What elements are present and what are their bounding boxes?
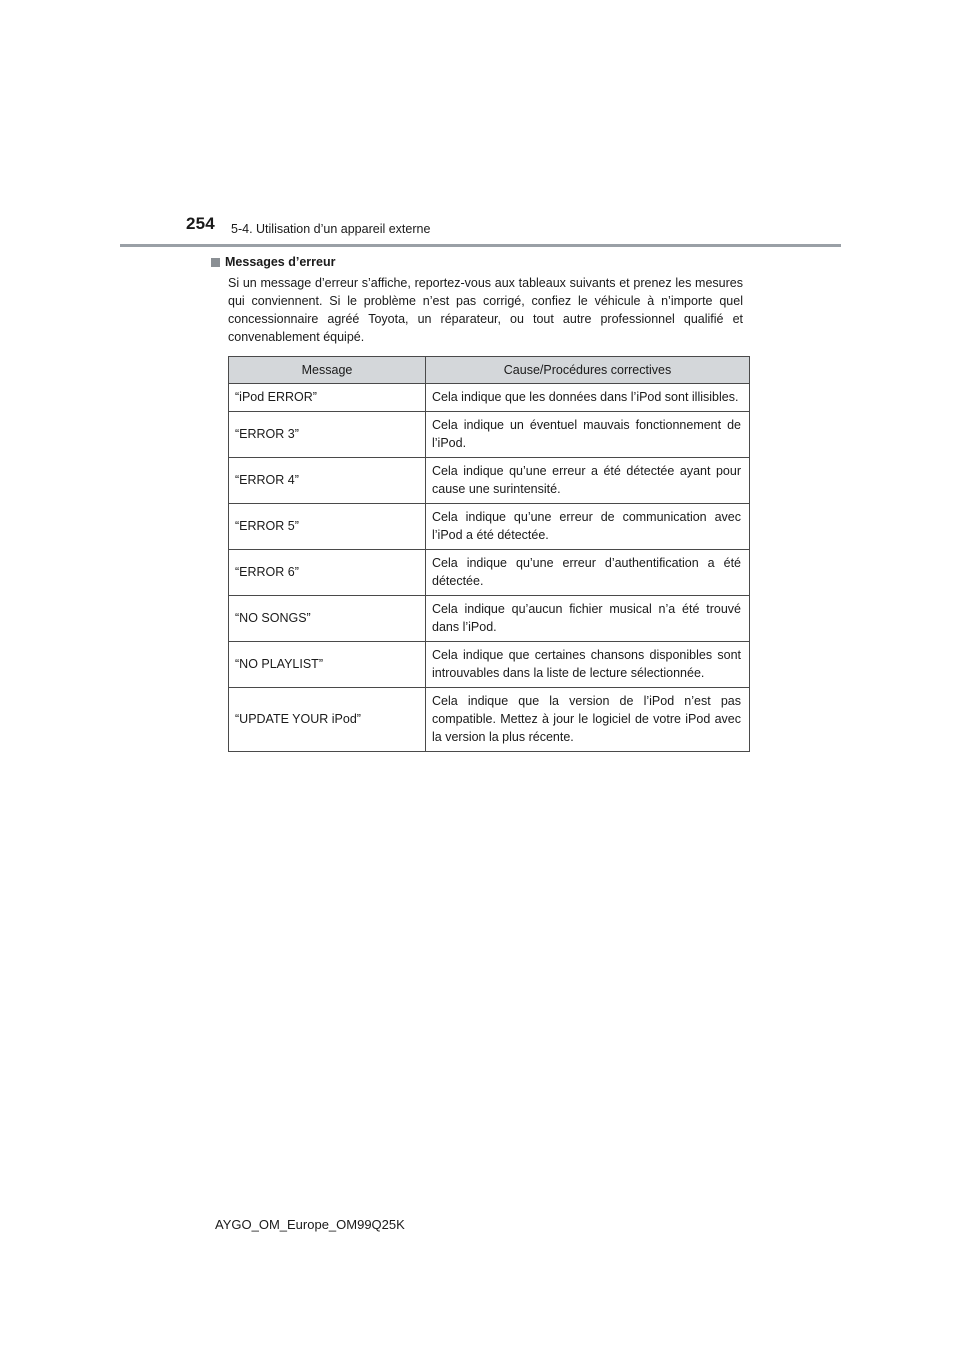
cause-cell: Cela indique qu’aucun fichier musical n’a été trouvé dans l’iPod. <box>426 596 750 642</box>
cause-cell: Cela indique que la version de l’iPod n’est pas compatible. Mettez à jour le logiciel de votre iPod avec la version la plus récente. <box>426 688 750 752</box>
message-cell: “UPDATE YOUR iPod” <box>229 688 426 752</box>
message-cell: “ERROR 3” <box>229 412 426 458</box>
table-row <box>229 412 750 458</box>
message-cell: “ERROR 4” <box>229 458 426 504</box>
message-cell: “ERROR 5” <box>229 504 426 550</box>
cause-cell: Cela indique qu’une erreur d’authentification a été détectée. <box>426 550 750 596</box>
section-heading <box>211 255 335 269</box>
table-header-row <box>229 357 750 384</box>
intro-paragraph: Si un message d’erreur s’affiche, reportez-vous aux tableaux suivants et prenez les mesures qui conviennent. Si le problème n’est pas corrigé, confiez le véhicule à n’importe quel concessionnaire agréé Toyota, un réparateur, ou tout autre professionnel qualifié et convenablement équipé. <box>228 276 743 344</box>
message-cell: “NO SONGS” <box>229 596 426 642</box>
square-bullet-icon <box>211 258 220 267</box>
message-cell: “NO PLAYLIST” <box>229 642 426 688</box>
column-header-message: Message <box>229 357 426 384</box>
table-row <box>229 642 750 688</box>
cause-cell: Cela indique que certaines chansons disponibles sont introuvables dans la liste de lecture sélectionnée. <box>426 642 750 688</box>
document-code: AYGO_OM_Europe_OM99Q25K <box>215 1217 405 1232</box>
column-header-cause: Cause/Procédures correctives <box>426 357 750 384</box>
section-title: 5-4. Utilisation d’un appareil externe <box>231 222 431 236</box>
table-row <box>229 384 750 412</box>
page-number: 254 <box>186 214 215 233</box>
table-row <box>229 596 750 642</box>
section-heading-text: Messages d’erreur <box>225 255 336 269</box>
table-row <box>229 458 750 504</box>
cause-cell: Cela indique qu’une erreur de communication avec l’iPod a été détectée. <box>426 504 750 550</box>
message-cell: “iPod ERROR” <box>229 384 426 412</box>
table-row <box>229 504 750 550</box>
table-row <box>229 688 750 752</box>
cause-cell: Cela indique qu’une erreur a été détectée ayant pour cause une surintensité. <box>426 458 750 504</box>
header-rule <box>120 244 841 247</box>
cause-cell: Cela indique un éventuel mauvais fonctionnement de l’iPod. <box>426 412 750 458</box>
error-messages-table <box>228 356 750 752</box>
message-cell: “ERROR 6” <box>229 550 426 596</box>
table-row <box>229 550 750 596</box>
cause-cell: Cela indique que les données dans l’iPod sont illisibles. <box>426 384 750 412</box>
